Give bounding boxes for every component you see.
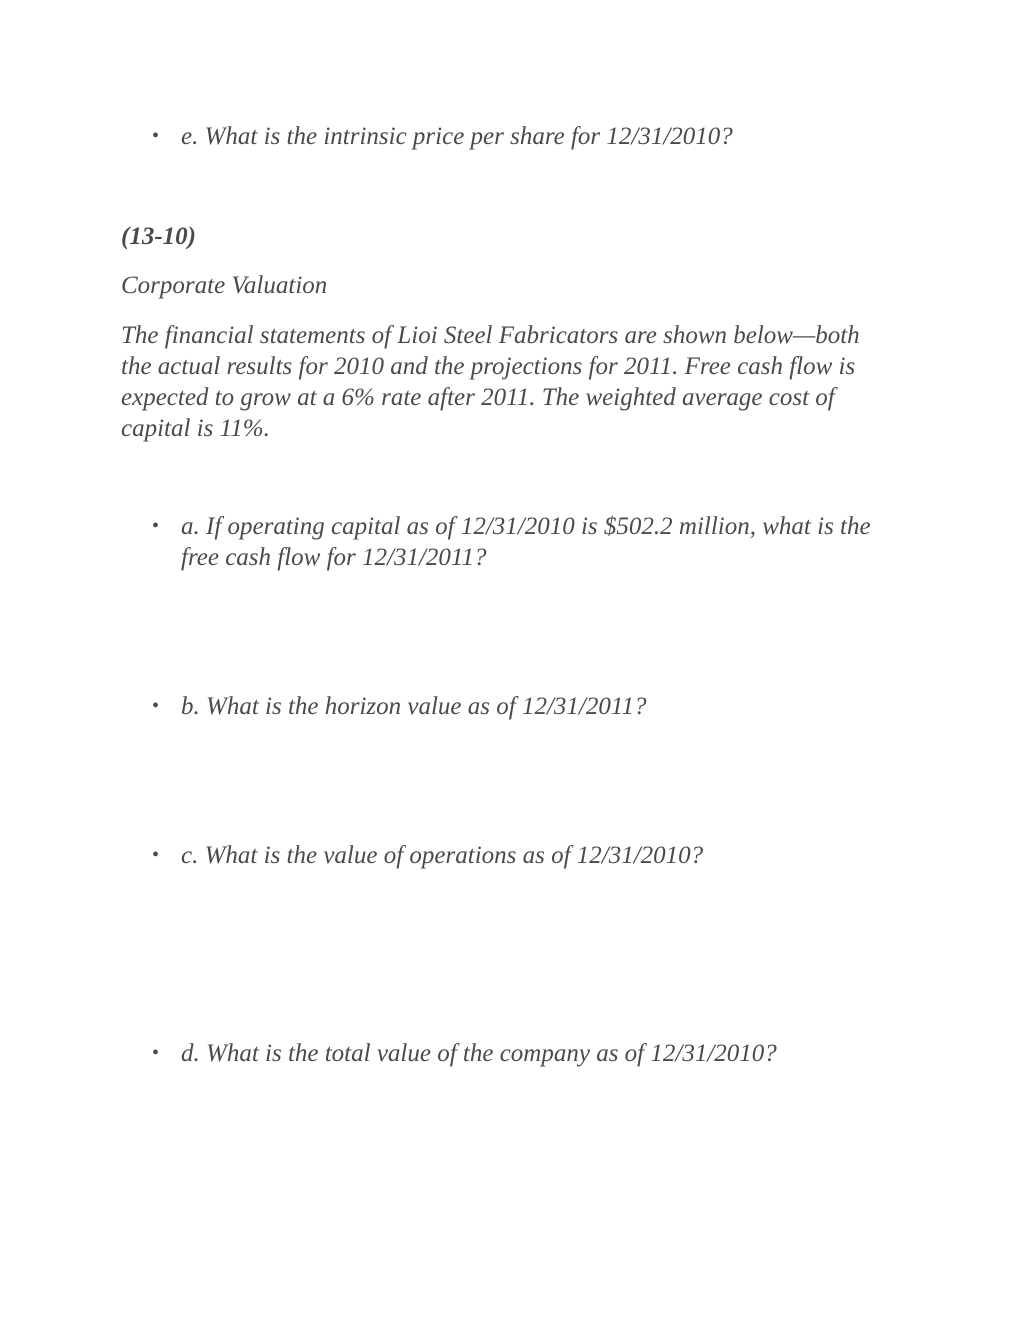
question-c [152, 840, 901, 871]
problem-description: The financial statements of Lioi Steel Fabricators are shown below—both the actual results for 2010 and the projections for 2011. Free cash flow is expected to grow at a 6% rate after 2011. The weighted average cost of capital is 11%. [121, 322, 860, 442]
question-c-text: c. What is the value of operations as of 12/31/2010? [181, 842, 704, 869]
question-a [152, 511, 901, 573]
question-b [152, 691, 901, 722]
question-b-text: b. What is the horizon value as of 12/31/2011? [181, 693, 647, 720]
question-a-text: a. If operating capital as of 12/31/2010 is $502.2 million, what is the free cash flow for 12/31/2011? [181, 513, 871, 571]
question-d-text: d. What is the total value of the company as of 12/31/2010? [181, 1040, 777, 1067]
question-e [152, 121, 901, 152]
question-e-text: e. What is the intrinsic price per share for 12/31/2010? [181, 123, 733, 150]
bullet-icon: • [152, 695, 160, 717]
bullet-icon: • [152, 125, 160, 147]
bullet-icon: • [152, 1042, 160, 1064]
bullet-icon: • [152, 515, 160, 537]
problem-number: (13-10) [121, 223, 196, 250]
bullet-icon: • [152, 844, 160, 866]
question-d [152, 1038, 901, 1069]
problem-title: Corporate Valuation [121, 272, 328, 299]
